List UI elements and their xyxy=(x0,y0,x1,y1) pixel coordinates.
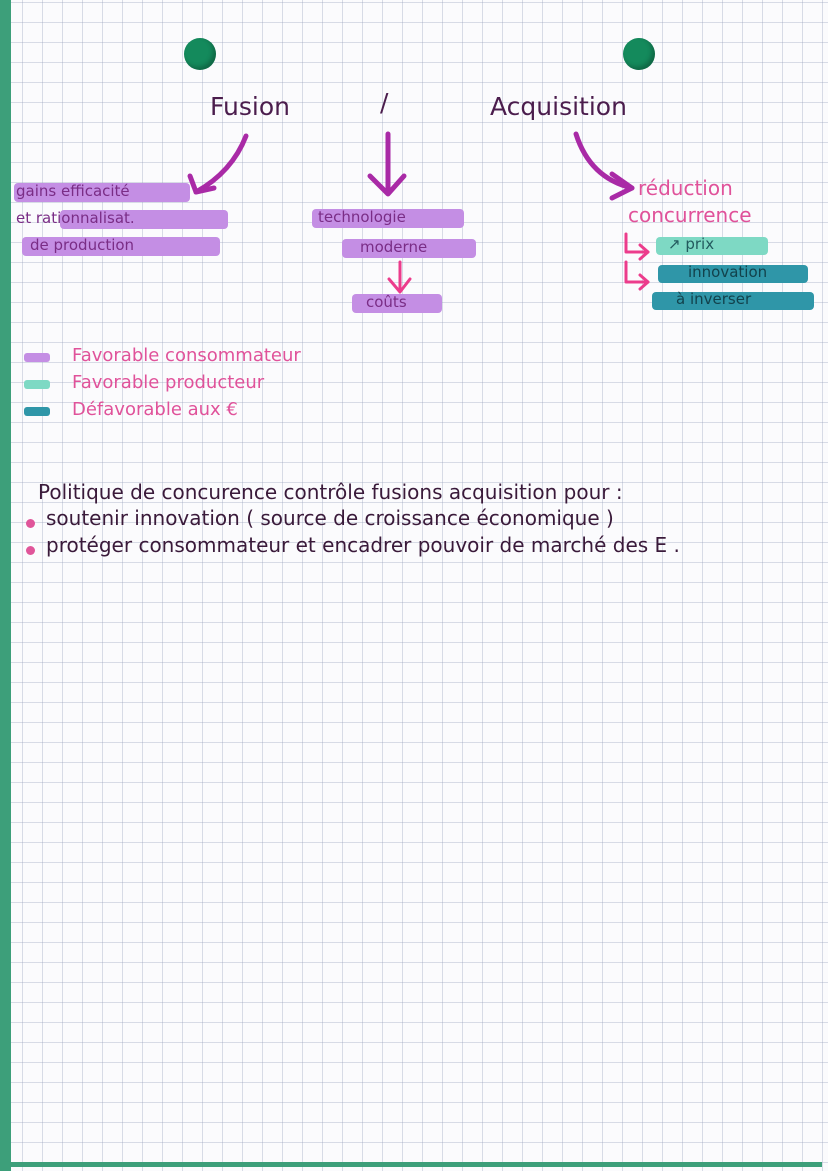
legend-swatch-consumer xyxy=(24,353,50,362)
right-line-2: concurrence xyxy=(628,203,752,227)
notes-bullet-2: protéger consommateur et encadrer pouvoir de marché des E . xyxy=(46,533,680,557)
right-item-innovation: innovation xyxy=(688,263,768,281)
bottom-border-line xyxy=(0,1162,822,1167)
middle-line-2: moderne xyxy=(360,238,428,256)
title-acquisition: Acquisition xyxy=(490,92,627,121)
arrow-fusion xyxy=(196,136,246,192)
legend-label-consumer: Favorable consommateur xyxy=(72,345,301,366)
legend-label-unfavorable: Défavorable aux € xyxy=(72,399,238,420)
bullet-dot-2 xyxy=(26,546,35,555)
notes-intro: Politique de concurence contrôle fusions acquisition pour : xyxy=(38,480,623,504)
legend-swatch-unfavorable xyxy=(24,407,50,416)
legend-label-producer: Favorable producteur xyxy=(72,372,265,393)
left-line-3: de production xyxy=(30,236,135,254)
left-line-2: et rationnalisat. xyxy=(16,209,135,227)
right-line-1: réduction xyxy=(638,176,733,200)
legend-swatch-producer xyxy=(24,380,50,389)
notes-bullet-1: soutenir innovation ( source de croissance économique ) xyxy=(46,506,614,530)
right-item-invert: à inverser xyxy=(676,290,752,308)
right-item-price: ↗ prix xyxy=(668,235,715,253)
title-fusion: Fusion xyxy=(210,92,290,121)
middle-line-1: technologie xyxy=(318,208,406,226)
title-separator: / xyxy=(380,88,389,117)
left-line-1: gains efficacité xyxy=(16,182,130,200)
bullet-dot-1 xyxy=(26,519,35,528)
middle-result: coûts xyxy=(366,293,407,311)
